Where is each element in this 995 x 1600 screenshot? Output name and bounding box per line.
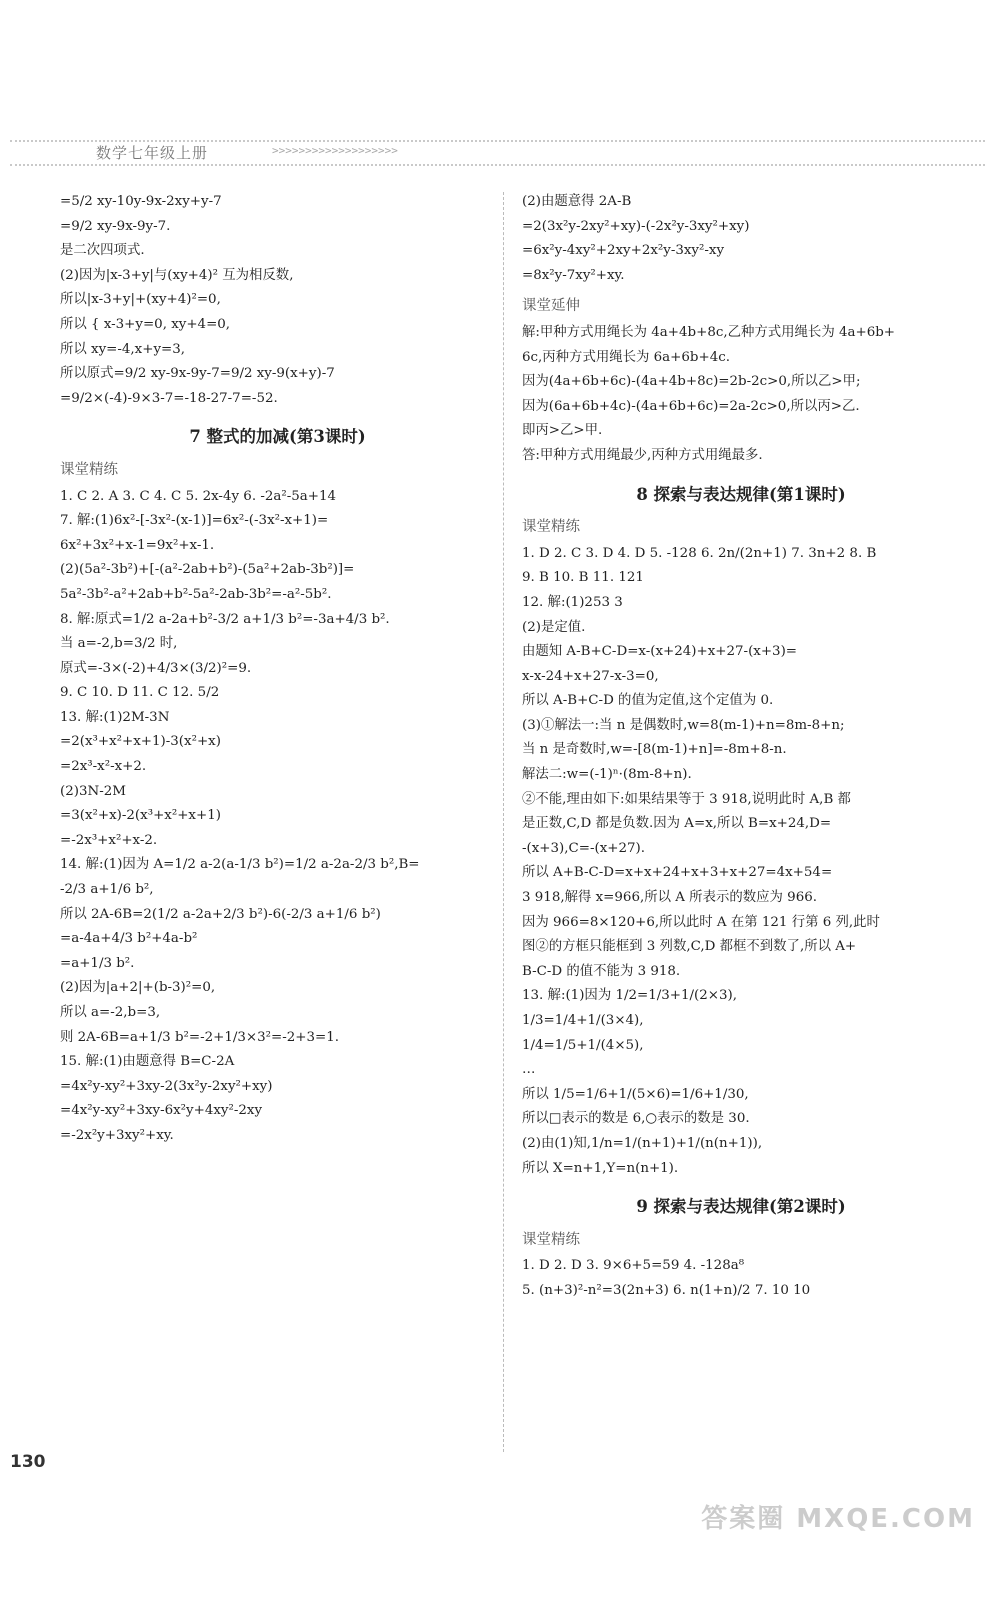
answer-line: (2)(5a²-3b²)+[-(a²-2ab+b²)-(5a²+2ab-3b²)]= bbox=[60, 562, 355, 578]
section-7-title: 7 整式的加减(第3课时) bbox=[189, 427, 366, 447]
answer-line: =5/2 xy-10y-9x-2xy+y-7 bbox=[60, 194, 222, 209]
answer-line: B-C-D 的值不能为 3 918. bbox=[522, 963, 681, 979]
section-8-title: 8 探索与表达规律(第1课时) bbox=[636, 484, 846, 504]
answer-line: 所以□表示的数是 6,○表示的数是 30. bbox=[522, 1111, 750, 1127]
right-column bbox=[522, 190, 960, 1304]
answer-line: (2)由题意得 2A-B bbox=[522, 194, 632, 209]
answer-line: -2/3 a+1/6 b², bbox=[60, 882, 154, 898]
answer-line: 5. (n+3)²-n²=3(2n+3) 6. n(1+n)/2 7. 10 10 bbox=[522, 1282, 811, 1298]
answer-line: =9/2 xy-9x-9y-7. bbox=[60, 218, 171, 234]
answer-line: 9. C 10. D 11. C 12. 5/2 bbox=[60, 685, 220, 701]
answer-line: x-x-24+x+27-x-3=0, bbox=[522, 668, 659, 684]
answer-line: =8x²y-7xy²+xy. bbox=[522, 267, 625, 283]
answer-line: 当 n 是奇数时,w=-[8(m-1)+n]=-8m+8-n. bbox=[522, 742, 787, 758]
answer-line: (2)因为|x-3+y|与(xy+4)² 互为相反数, bbox=[60, 267, 294, 283]
left-column bbox=[60, 190, 495, 1149]
answer-line: 所以 A+B-C-D=x+x+24+x+3+x+27=4x+54= bbox=[522, 865, 833, 881]
answer-line: 1/4=1/5+1/(4×5), bbox=[522, 1037, 644, 1053]
answer-line: 14. 解:(1)因为 A=1/2 a-2(a-1/3 b²)=1/2 a-2a-2/3 b²,B= bbox=[60, 857, 420, 873]
header-decor: >>>>>>>>>>>>>>>>>>> bbox=[272, 144, 398, 157]
right-top-block bbox=[522, 190, 960, 288]
answer-line: =3(x²+x)-2(x³+x²+x+1) bbox=[60, 808, 221, 824]
answer-line: 8. 解:原式=1/2 a-2a+b²-3/2 a+1/3 b²=-3a+4/3 b². bbox=[60, 611, 390, 627]
answer-line: 3 918,解得 x=966,所以 A 所表示的数应为 966. bbox=[522, 890, 817, 906]
answer-line: 因为(4a+6b+6c)-(4a+4b+8c)=2b-2c>0,所以乙>甲; bbox=[522, 374, 861, 390]
answer-line: =2(x³+x²+x+1)-3(x²+x) bbox=[60, 734, 221, 750]
section-8-body bbox=[522, 542, 960, 1181]
answer-line: 当 a=-2,b=3/2 时, bbox=[60, 636, 178, 652]
answer-line: 15. 解:(1)由题意得 B=C-2A bbox=[60, 1054, 235, 1070]
answer-line: 1. C 2. A 3. C 4. C 5. 2x-4y 6. -2a²-5a+14 bbox=[60, 488, 337, 504]
answer-line: (2)是定值. bbox=[522, 619, 586, 635]
answer-line: 所以 { x-3+y=0, xy+4=0, bbox=[60, 316, 231, 332]
answer-line: 1. D 2. C 3. D 4. D 5. -128 6. 2n/(2n+1) 7. 3n+2 8. B bbox=[522, 545, 877, 561]
answer-line: 12. 解:(1)253 3 bbox=[522, 594, 623, 610]
answer-line: 6x²+3x²+x-1=9x²+x-1. bbox=[60, 537, 215, 553]
answer-line: =2x³-x²-x+2. bbox=[60, 759, 147, 775]
page-number: 130 bbox=[10, 1452, 46, 1472]
watermark-logo: 答案圈 MXQE.COM bbox=[701, 1504, 975, 1534]
column-divider bbox=[503, 192, 504, 1452]
answer-line: 解法二:w=(-1)ⁿ·(8m-8+n). bbox=[522, 767, 692, 783]
answer-line: 所以|x-3+y|+(xy+4)²=0, bbox=[60, 292, 221, 308]
answer-line: 所以 2A-6B=2(1/2 a-2a+2/3 b²)-6(-2/3 a+1/6 b²) bbox=[60, 906, 381, 922]
answer-line: =-2x³+x²+x-2. bbox=[60, 832, 158, 848]
book-title: 数学七年级上册 bbox=[96, 144, 209, 162]
section-9-title: 9 探索与表达规律(第2课时) bbox=[636, 1197, 846, 1217]
answer-line: 即丙>乙>甲. bbox=[522, 423, 603, 439]
answer-line: =6x²y-4xy²+2xy+2x²y-3xy²-xy bbox=[522, 243, 725, 259]
answer-line: 7. 解:(1)6x²-[-3x²-(x-1)]=6x²-(-3x²-x+1)= bbox=[60, 513, 329, 529]
answer-line: 13. 解:(1)2M-3N bbox=[60, 709, 170, 725]
answer-line: 因为(6a+6b+4c)-(4a+6b+6c)=2a-2c>0,所以丙>乙. bbox=[522, 398, 860, 414]
answer-line: 1/3=1/4+1/(3×4), bbox=[522, 1013, 644, 1028]
answer-line: 所以 1/5=1/6+1/(5×6)=1/6+1/30, bbox=[522, 1086, 749, 1102]
answer-line: 是二次四项式. bbox=[60, 243, 145, 259]
section-7-sub: 课堂精练 bbox=[60, 461, 118, 478]
answer-line: 所以原式=9/2 xy-9x-9y-7=9/2 xy-9(x+y)-7 bbox=[60, 366, 335, 382]
answer-line: -(x+3),C=-(x+27). bbox=[522, 840, 646, 856]
answer-line: 因为 966=8×120+6,所以此时 A 在第 121 行第 6 列,此时 bbox=[522, 914, 880, 930]
answer-line: 图②的方框只能框到 3 列数,C,D 都框不到数了,所以 A+ bbox=[522, 939, 857, 955]
answer-line: =-2x²y+3xy²+xy. bbox=[60, 1127, 174, 1143]
answer-line: (3)①解法一:当 n 是偶数时,w=8(m-1)+n=8m-8+n; bbox=[522, 717, 845, 733]
answer-line: =4x²y-xy²+3xy-2(3x²y-2xy²+xy) bbox=[60, 1078, 273, 1094]
answer-line: =4x²y-xy²+3xy-6x²y+4xy²-2xy bbox=[60, 1103, 263, 1119]
answer-line: 所以 X=n+1,Y=n(n+1). bbox=[522, 1160, 679, 1176]
answer-line: 所以 A-B+C-D 的值为定值,这个定值为 0. bbox=[522, 693, 774, 709]
answer-line: 所以 a=-2,b=3, bbox=[60, 1005, 161, 1020]
answer-line: 原式=-3×(-2)+4/3×(3/2)²=9. bbox=[60, 660, 252, 676]
answer-line: 5a²-3b²-a²+2ab+b²-5a²-2ab-3b²=-a²-5b². bbox=[60, 586, 332, 602]
answer-line: =9/2×(-4)-9×3-7=-18-27-7=-52. bbox=[60, 390, 278, 406]
answer-line: 解:甲种方式用绳长为 4a+4b+8c,乙种方式用绳长为 4a+6b+ bbox=[522, 324, 896, 340]
answer-line: (2)因为|a+2|+(b-3)²=0, bbox=[60, 980, 216, 996]
section-9-sub: 课堂精练 bbox=[522, 1231, 580, 1248]
section-7-body bbox=[60, 485, 495, 1149]
answer-line: =a-4a+4/3 b²+4a-b² bbox=[60, 931, 198, 947]
extension-body bbox=[522, 321, 960, 469]
extension-sub: 课堂延伸 bbox=[522, 298, 580, 315]
answer-line: 所以 xy=-4,x+y=3, bbox=[60, 341, 186, 357]
left-top-block bbox=[60, 190, 495, 411]
answer-line: 由题知 A-B+C-D=x-(x+24)+x+27-(x+3)= bbox=[522, 644, 798, 660]
answer-line: 答:甲种方式用绳最少,丙种方式用绳最多. bbox=[522, 447, 763, 463]
answer-line: 则 2A-6B=a+1/3 b²=-2+1/3×3²=-2+3=1. bbox=[60, 1029, 340, 1045]
answer-line: … bbox=[522, 1062, 536, 1078]
page-header bbox=[10, 130, 985, 172]
answer-line: ②不能,理由如下:如果结果等于 3 918,说明此时 A,B 都 bbox=[522, 791, 851, 807]
answer-line: 6c,丙种方式用绳长为 6a+6b+4c. bbox=[522, 349, 730, 365]
answer-line: =2(3x²y-2xy²+xy)-(-2x²y-3xy²+xy) bbox=[522, 218, 750, 234]
answer-line: 13. 解:(1)因为 1/2=1/3+1/(2×3), bbox=[522, 988, 737, 1004]
section-9-body bbox=[522, 1254, 960, 1303]
answer-line: =a+1/3 b². bbox=[60, 955, 135, 971]
answer-line: (2)3N-2M bbox=[60, 783, 126, 799]
answer-line: 1. D 2. D 3. 9×6+5=59 4. -128a⁸ bbox=[522, 1258, 745, 1274]
answer-line: (2)由(1)知,1/n=1/(n+1)+1/(n(n+1)), bbox=[522, 1135, 763, 1151]
answer-line: 是正数,C,D 都是负数.因为 A=x,所以 B=x+24,D= bbox=[522, 816, 832, 832]
answer-line: 9. B 10. B 11. 121 bbox=[522, 570, 644, 586]
section-8-sub: 课堂精练 bbox=[522, 519, 580, 536]
